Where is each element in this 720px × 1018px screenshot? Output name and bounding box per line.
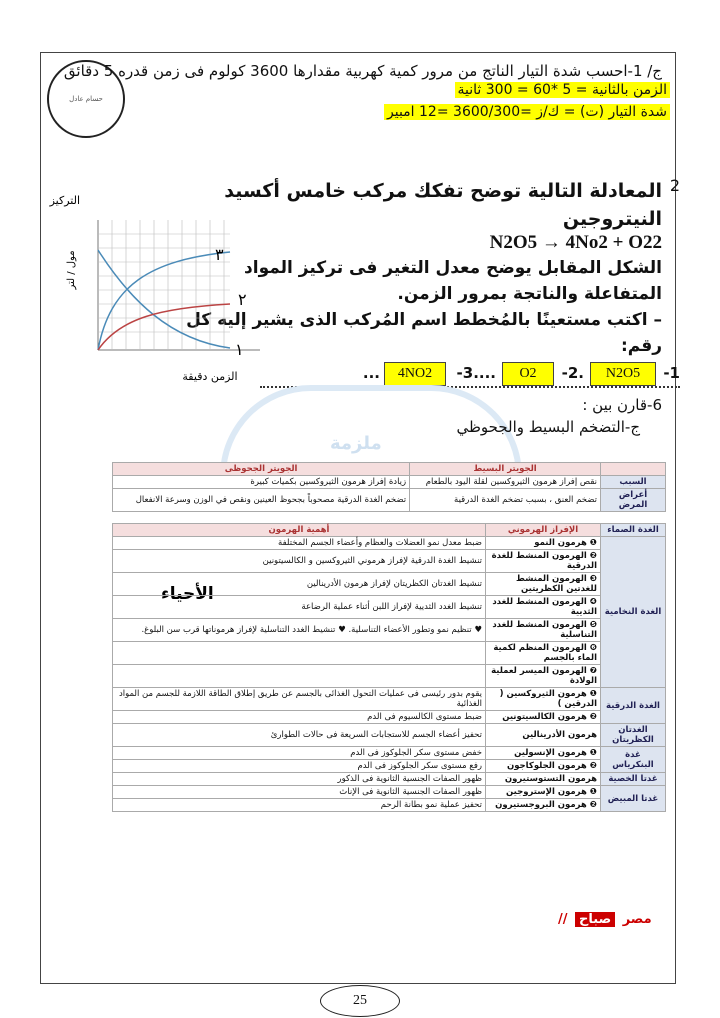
curve-label-2: ٢	[238, 290, 247, 309]
hormone-role: رفع مستوى سكر الجلوكوز فى الدم	[113, 760, 486, 773]
q6-title: 6-قارن بين :	[582, 396, 662, 414]
gland-pituitary: الغدة النخامية	[601, 537, 666, 688]
logo-line2: الأحياء	[161, 584, 214, 604]
hormone-name: ❼ الهرمون الميسر لعملية الولادة	[486, 665, 601, 688]
t1-row0-simple: نقص إفراز هرمون الثيروكسين لقلة اليود بالطعام	[410, 476, 601, 489]
t1-row0-exoph: زيادة إفراز هرمون الثيروكسين بكميات كبيرة	[113, 476, 410, 489]
hormone-name: ❹ الهرمون المنشط للغدد الثديية	[486, 596, 601, 619]
table-row	[113, 711, 666, 724]
table-row	[113, 619, 666, 642]
table-row	[113, 642, 666, 665]
q6-subtitle: ج-التضخم البسيط والجحوظي	[456, 418, 640, 436]
q1-answer-line2: شدة التيار (ت) = ك/ز =3600/300 =12 امبير	[384, 104, 670, 120]
gland-thyroid: الغدة الدرقية	[601, 688, 666, 724]
hormone-role: ظهور الصفات الجنسية الثانوية فى الذكور	[113, 773, 486, 786]
table-row	[113, 773, 666, 786]
gland-testes: غدتا الخصية	[601, 773, 666, 786]
table-row	[113, 799, 666, 812]
answer-dots: ...	[362, 364, 380, 382]
hormone-role: يقوم بدور رئيسى فى عمليات التحول الغذائى بالجسم عن طريق إطلاق الطاقة اللازمة للجسم من المواد الغذائية	[113, 688, 486, 711]
t2-header-0: الغدة الصماء	[601, 524, 666, 537]
hormone-role: خفض مستوى سكر الجلوكوز فى الدم	[113, 747, 486, 760]
hormone-name: ❺ الهرمون المنشط للغدد التناسلية	[486, 619, 601, 642]
t1-header-0	[601, 463, 666, 476]
hormone-name: هرمون التستوستيرون	[486, 773, 601, 786]
table-row	[113, 596, 666, 619]
table-row	[113, 786, 666, 799]
hormone-name: ❶ هرمون الإنسولين	[486, 747, 601, 760]
brand-name: صباح	[575, 912, 615, 927]
hormone-name: ❷ هرمون الكالسيتونين	[486, 711, 601, 724]
q2-line3: الشكل المقابل يوضح معدل التغير فى تركيز المواد	[244, 258, 662, 278]
table-row	[113, 550, 666, 573]
hormone-role: ظهور الصفات الجنسية الثانوية فى الإناث	[113, 786, 486, 799]
answer-label-1: -1	[663, 364, 680, 382]
watermark-text: ملزمة	[330, 433, 382, 454]
hormone-role: ضبط معدل نمو العضلات والعظام وأعضاء الجسم المختلفة	[113, 537, 486, 550]
table-row	[113, 688, 666, 711]
answer-box-2: O2	[502, 362, 554, 386]
y-axis-unit: مول / لتر	[66, 250, 77, 290]
hormone-role: ضبط مستوى الكالسيوم فى الدم	[113, 711, 486, 724]
t1-header-1: الجويتر البسيط	[410, 463, 601, 476]
x-axis-label: الزمن دقيقة	[182, 370, 238, 383]
t1-row1-label: أعراض المرض	[601, 489, 666, 512]
answer-box-3: 4NO2	[384, 362, 446, 386]
table-row	[113, 489, 666, 512]
hormone-name: ❷ هرمون البروجستيرون	[486, 799, 601, 812]
t2-header-1: الإفراز الهرموني	[486, 524, 601, 537]
t1-row1-simple: تضخم العنق ، بسبب تضخم الغدة الدرقية	[410, 489, 601, 512]
curve-label-1: ١	[235, 340, 244, 359]
table-row	[113, 537, 666, 550]
q2-line5: – اكتب مستعينًا بالمُخطط اسم المُركب الذى يشير إليه كل	[186, 310, 662, 330]
q1-question: ج/ 1-احسب شدة التيار الناتج من مرور كمية كهربية مقدارها 3600 كولوم فى زمن قدره 5 دقائق	[63, 62, 662, 80]
brand-logo	[558, 912, 652, 927]
logo-line3: حسام عادل	[69, 95, 103, 103]
q2-equation: N2O5 → 4No2 + O22	[489, 232, 662, 253]
hormone-name: هرمون الأدرينالين	[486, 724, 601, 747]
q2-line2: النيتروجين	[562, 208, 662, 230]
t1-header-2: الجويتر الجحوظى	[113, 463, 410, 476]
page-number: 25	[320, 985, 400, 1017]
t1-row1-exoph: تضخم الغدة الدرقية مصحوباً بجحوظ العينين ونقص في الوزن وسرعة الانفعال	[113, 489, 410, 512]
hormone-name: ❶ هرمون النمو	[486, 537, 601, 550]
hormone-role: تنشيط الغدد الثديية لإفراز اللبن أثناء عملية الرضاعة	[113, 596, 486, 619]
hormone-name: ❷ هرمون الجلوكاجون	[486, 760, 601, 773]
answer-box-1: N2O5	[590, 362, 656, 386]
table-row	[113, 747, 666, 760]
t1-row0-label: السبب	[601, 476, 666, 489]
curve-label-3: ٣	[215, 245, 224, 264]
hormone-name: ❷ الهرمون المنشط للغدة الدرقية	[486, 550, 601, 573]
hormone-role: ♥ تنظيم نمو وتطور الأعضاء التناسلية. ♥ تنشيط الغدد التناسلية لإفراز هرموناتها قرب سن البلوغ.	[113, 619, 486, 642]
table-row	[113, 476, 666, 489]
brand-suffix: مصر	[622, 912, 652, 927]
answer-label-3: -3....	[456, 364, 496, 382]
q2-number: 2	[669, 176, 680, 195]
q2-line4: المتفاعلة والناتجة بمرور الزمن.	[397, 284, 662, 304]
table-row	[113, 573, 666, 596]
hormone-role: تنشيط الغدتان الكظريتان لإفراز هرمون الأدرينالين	[113, 573, 486, 596]
hormone-role	[113, 665, 486, 688]
goiter-comparison-table	[112, 462, 666, 512]
table-row	[113, 724, 666, 747]
q1-answer-line1: الزمن بالثانية = 5 *60 = 300 ثانية	[455, 82, 671, 98]
t2-header-2: أهمية الهرمون	[113, 524, 486, 537]
answer-label-2: -2.	[561, 364, 584, 382]
concentration-time-chart	[49, 190, 270, 390]
endocrine-glands-table	[112, 523, 666, 812]
gland-pancreas: غدة البنكرياس	[601, 747, 666, 773]
q2-line6: رقم:	[620, 336, 662, 356]
brand-slash-icon: //	[558, 912, 568, 927]
gland-adrenal: الغدتان الكظريتان	[601, 724, 666, 747]
hormone-role: تنشيط الغدة الدرقية لإفراز هرموني الثيروكسين و الكالسيتونين	[113, 550, 486, 573]
chart-grid	[98, 220, 260, 350]
table-row	[113, 665, 666, 688]
hormone-name: ❶ هرمون الثيروكسين ( الدرقين )	[486, 688, 601, 711]
hormone-role: تحفيز أعضاء الجسم للاستجابات السريعة فى حالات الطوارئ	[113, 724, 486, 747]
hormone-name: ❸ الهرمون المنشط للغدتين الكظريتين	[486, 573, 601, 596]
hormone-name: ❻ الهرمون المنظم لكمية الماء بالجسم	[486, 642, 601, 665]
hormone-role: تحفيز عملية نمو بطانة الرحم	[113, 799, 486, 812]
hormone-name: ❶ هرمون الإستروجين	[486, 786, 601, 799]
y-axis-label: التركيز	[49, 194, 80, 207]
table-row	[113, 760, 666, 773]
hormone-role	[113, 642, 486, 665]
gland-ovaries: غدتا المبيض	[601, 786, 666, 812]
q2-line1: المعادلة التالية توضح تفكك مركب خامس أكسيد	[224, 180, 662, 202]
